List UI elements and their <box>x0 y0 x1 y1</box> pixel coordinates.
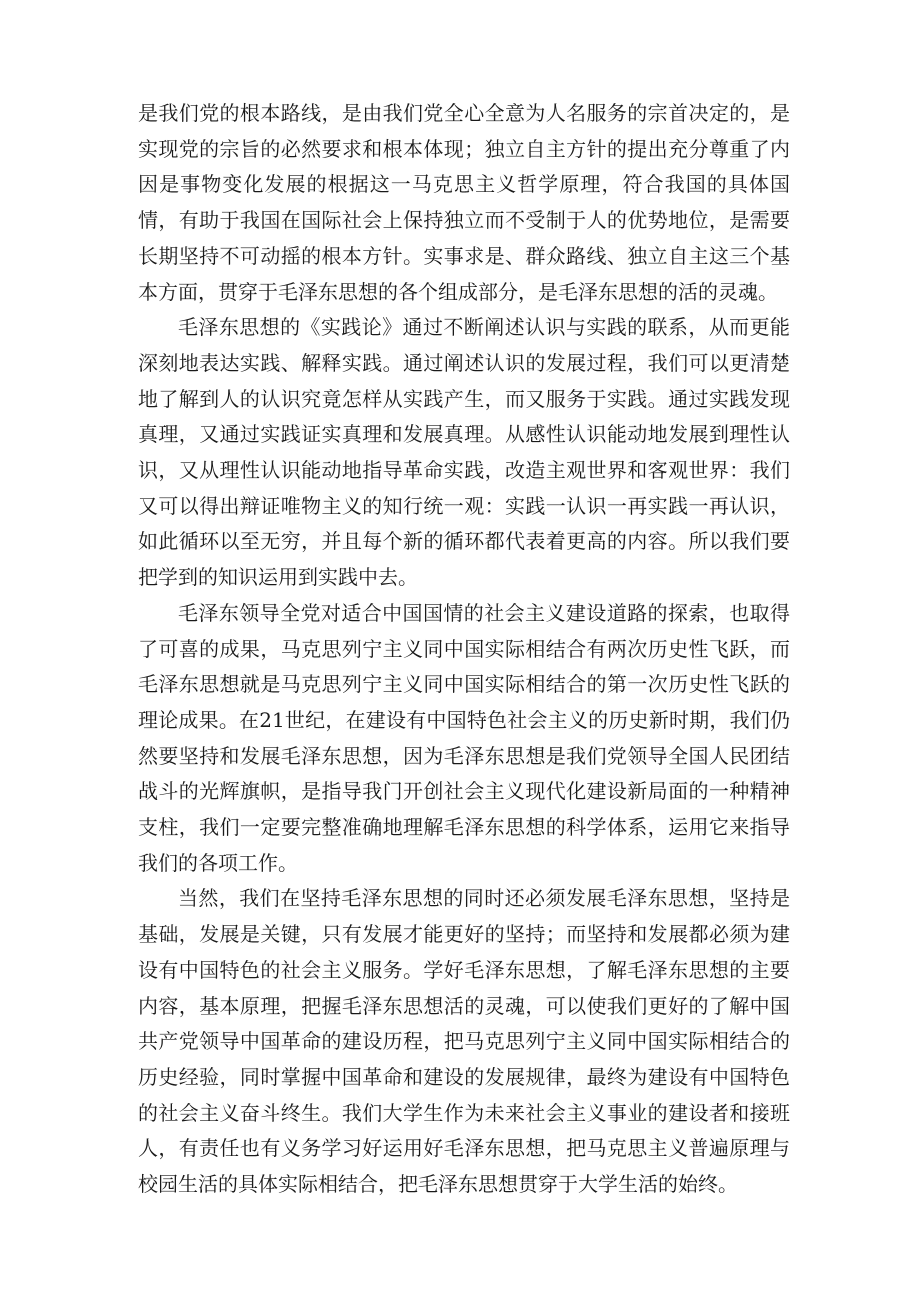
paragraph-4: 当然，我们在坚持毛泽东思想的同时还必须发展毛泽东思想，坚持是基础，发展是关键，只有发展才能更好的坚持；而坚持和发展都必须为建设有中国特色的社会主义服务。学好毛泽东思想，了解毛泽东思想的主要内容，基本原理，把握毛泽东思想活的灵魂，可以使我们更好的了解中国共产党领导中国革命的建设历程，把马克思列宁主义同中国实际相结合的历史经验，同时掌握中国革命和建设的发展规律，最终为建设有中国特色的社会主义奋斗终生。我们大学生作为未来社会主义事业的建设者和接班人，有责任也有义务学习好运用好毛泽东思想，把马克思主义普遍原理与校园生活的具体实际相结合，把毛泽东思想贯穿于大学生活的始终。 <box>138 886 790 1197</box>
paragraph-2: 毛泽东思想的《实践论》通过不断阐述认识与实践的联系，从而更能深刻地表达实践、解释实践。通过阐述认识的发展过程，我们可以更清楚地了解到人的认识究竟怎样从实践产生，而又服务于实践。通过实践发现真理，又通过实践证实真理和发展真理。从感性认识能动地发展到理性认识，又从理性认识能动地指导革命实践，改造主观世界和客观世界：我们又可以得出辩证唯物主义的知行统一观：实践一认识一再实践一再认识，如此循环以至无穷，并且每个新的循环都代表着更高的内容。所以我们要把学到的知识运用到实践中去。 <box>138 315 790 590</box>
paragraph-1: 是我们党的根本路线，是由我们党全心全意为人名服务的宗首决定的，是实现党的宗旨的必然要求和根本体现；独立自主方针的提出充分尊重了内因是事物变化发展的根据这一马克思主义哲学原理，符合我国的具体国情，有助于我国在国际社会上保持独立而不受制于人的优势地位，是需要长期坚持不可动摇的根本方针。实事求是、群众路线、独立自主这三个基本方面，贯穿于毛泽东思想的各个组成部分，是毛泽东思想的活的灵魂。 <box>138 101 790 304</box>
paragraph-3: 毛泽东领导全党对适合中国国情的社会主义建设道路的探索，也取得了可喜的成果，马克思列宁主义同中国实际相结合有两次历史性飞跃，而毛泽东思想就是马克思列宁主义同中国实际相结合的第一次历史性飞跃的理论成果。在21世纪，在建设有中国特色社会主义的历史新时期，我们仍然要坚持和发展毛泽东思想，因为毛泽东思想是我们党领导全国人民团结战斗的光辉旗帜，是指导我门开创社会主义现代化建设新局面的一种精神支柱，我们一定要完整准确地理解毛泽东思想的科学体系，运用它来指导我们的各项工作。 <box>138 600 790 875</box>
document-page <box>138 96 790 1203</box>
